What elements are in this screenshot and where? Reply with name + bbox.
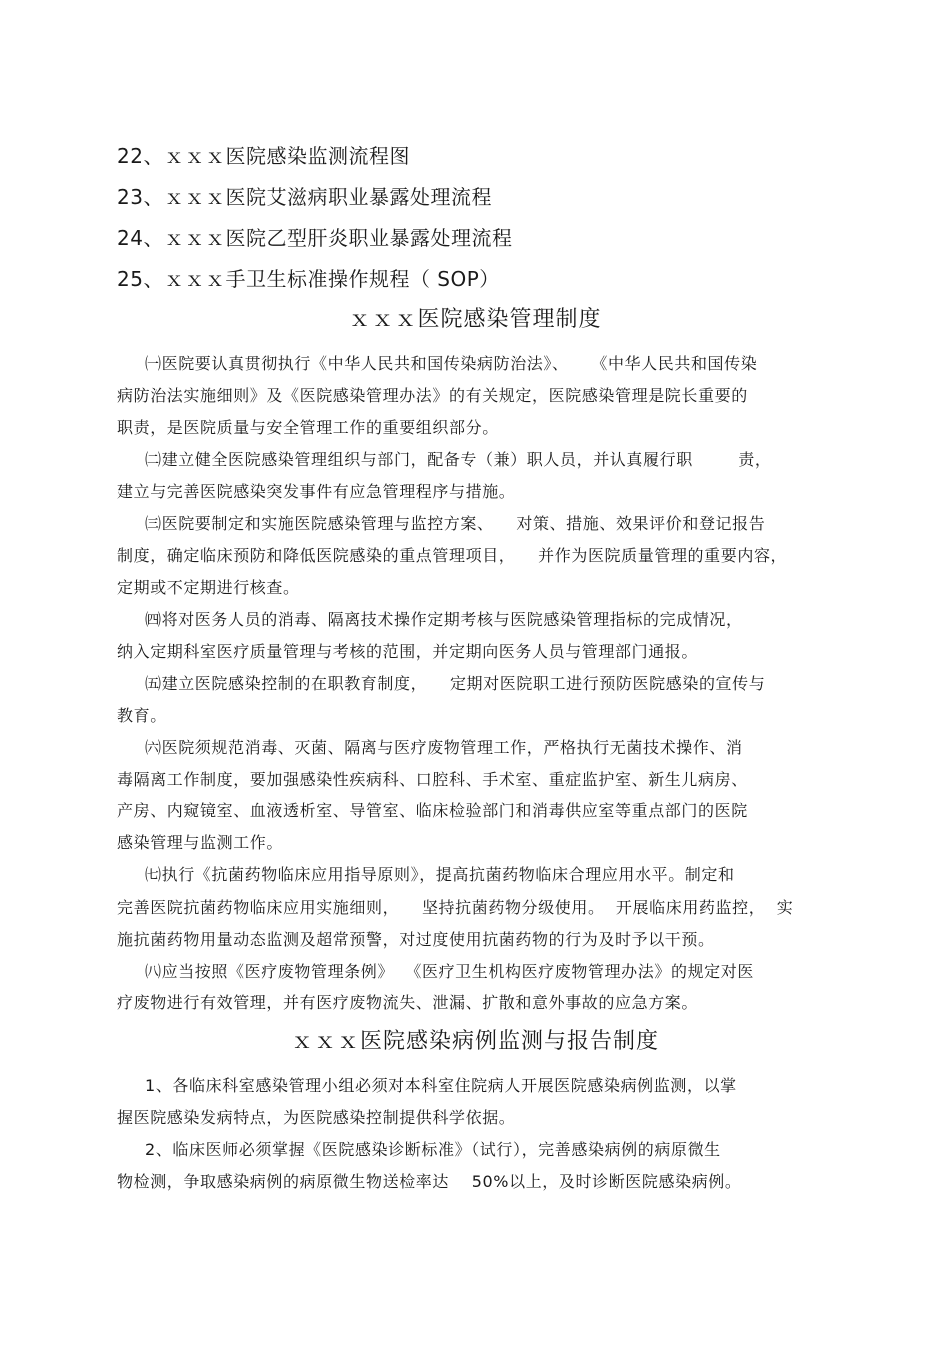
paragraph-line: 1、各临床科室感染管理小组必须对本科室住院病人开展医院感染病例监测，以掌 [145, 1076, 737, 1095]
paragraph-line: 完善医院抗菌药物临床应用实施细则， 坚持抗菌药物分级使用。 开展临床用药监控， 实 [117, 898, 794, 917]
paragraph-line: ㈧应当按照《医疗废物管理条例》 《医疗卫生机构医疗废物管理办法》的规定对医 [145, 962, 754, 981]
paragraph-line: 握医院感染发病特点，为医院感染控制提供科学依据。 [117, 1108, 516, 1127]
paragraph-line: ㈢医院要制定和实施医院感染管理与监控方案、 对策、措施、效果评价和登记报告 [145, 514, 766, 533]
section-title: ｘｘｘ医院感染管理制度 [348, 307, 602, 332]
toc-item: 23、ｘｘｘ医院艾滋病职业暴露处理流程 [117, 185, 492, 209]
paragraph-line: ㈤建立医院感染控制的在职教育制度， 定期对医院职工进行预防医院感染的宣传与 [145, 674, 766, 693]
paragraph-line: ㈡建立健全医院感染管理组织与部门，配备专（兼）职人员，并认真履行职 责， [145, 450, 772, 469]
paragraph-line: 疗废物进行有效管理，并有医疗废物流失、泄漏、扩散和意外事故的应急方案。 [117, 993, 699, 1012]
paragraph-line: 纳入定期科室医疗质量管理与考核的范围，并定期向医务人员与管理部门通报。 [117, 642, 699, 661]
paragraph-line: ㈦执行《抗菌药物临床应用指导原则》，提高抗菌药物临床合理应用水平。制定和 [145, 865, 735, 884]
paragraph-line: 感染管理与监测工作。 [117, 833, 284, 852]
paragraph-line: 职责，是医院质量与安全管理工作的重要组织部分。 [117, 418, 499, 437]
paragraph-line: 毒隔离工作制度，要加强感染性疾病科、口腔科、手术室、重症监护室、新生儿病房、 [117, 770, 748, 789]
toc-item: 24、ｘｘｘ医院乙型肝炎职业暴露处理流程 [117, 226, 513, 250]
paragraph-line: 制度，确定临床预防和降低医院感染的重点管理项目， 并作为医院质量管理的重要内容， [117, 546, 788, 565]
paragraph-line: 施抗菌药物用量动态监测及超常预警，对过度使用抗菌药物的行为及时予以干预。 [117, 930, 715, 949]
paragraph-line: ㈠医院要认真贯彻执行《中华人民共和国传染病防治法》、 《中华人民共和国传染 [145, 354, 758, 373]
paragraph-line: 病防治法实施细则》及《医院感染管理办法》的有关规定，医院感染管理是院长重要的 [117, 386, 748, 405]
paragraph-line: ㈥医院须规范消毒、灭菌、隔离与医疗废物管理工作，严格执行无菌技术操作、消 [145, 738, 743, 757]
paragraph-line: ㈣将对医务人员的消毒、隔离技术操作定期考核与医院感染管理指标的完成情况， [145, 610, 743, 629]
paragraph-line: 2、临床医师必须掌握《医院感染诊断标准》（试行），完善感染病例的病原微生 [145, 1140, 721, 1159]
paragraph-line: 产房、内窥镜室、血液透析室、导管室、临床检验部门和消毒供应室等重点部门的医院 [117, 801, 748, 820]
toc-item: 25、ｘｘｘ手卫生标准操作规程（ SOP） [117, 267, 500, 291]
section-title: ｘｘｘ医院感染病例监测与报告制度 [290, 1029, 659, 1054]
paragraph-line: 物检测，争取感染病例的病原微生物送检率达 50%以上，及时诊断医院感染病例。 [117, 1172, 742, 1191]
paragraph-line: 定期或不定期进行核查。 [117, 578, 300, 597]
paragraph-line: 教育。 [117, 706, 167, 725]
paragraph-line: 建立与完善医院感染突发事件有应急管理程序与措施。 [117, 482, 516, 501]
toc-item: 22、ｘｘｘ医院感染监测流程图 [117, 144, 410, 168]
